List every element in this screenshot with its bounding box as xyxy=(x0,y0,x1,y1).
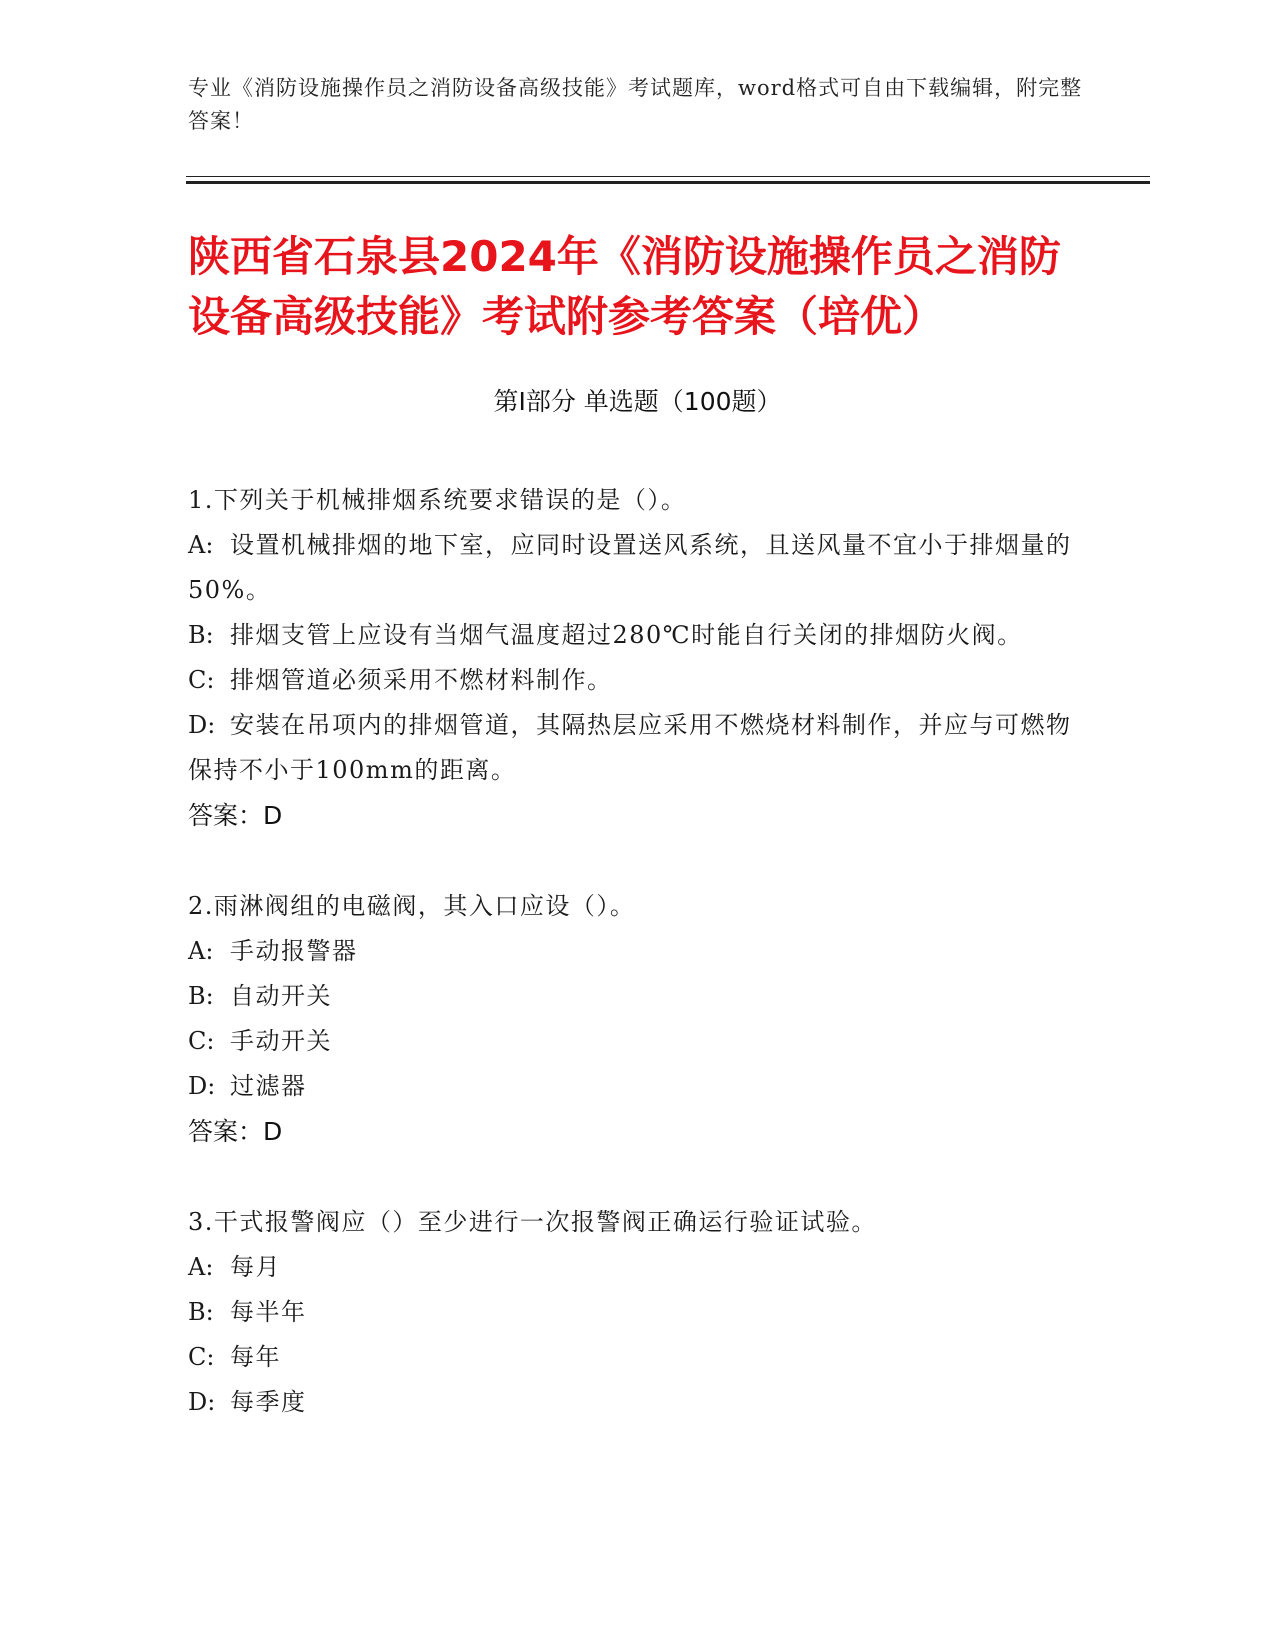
option-key: A: xyxy=(188,531,214,559)
option-text: 手动开关 xyxy=(230,1027,332,1055)
option-text: 每年 xyxy=(230,1343,281,1371)
header-note: 专业《消防设施操作员之消防设备高级技能》考试题库，word格式可自由下载编辑，附完整答案！ xyxy=(188,76,1083,133)
option-b xyxy=(188,974,1088,1019)
option-text: 安装在吊项内的排烟管道，其隔热层应采用不燃烧材料制作，并应与可燃物保持不小于100mm的距离。 xyxy=(188,711,1072,784)
header-divider-thick xyxy=(186,181,1150,184)
option-text: 每季度 xyxy=(230,1388,307,1416)
option-text: 过滤器 xyxy=(230,1072,307,1100)
option-key: C: xyxy=(188,1343,215,1371)
answer: 答案：D xyxy=(188,1117,283,1146)
option-text: 设置机械排烟的地下室，应同时设置送风系统，且送风量不宜小于排烟量的50%。 xyxy=(188,531,1072,604)
option-key: A: xyxy=(188,1253,214,1281)
option-text: 每月 xyxy=(230,1253,281,1281)
question-2 xyxy=(188,884,1088,1154)
option-key: A: xyxy=(188,937,214,965)
section-title: 第I部分 单选题（100题） xyxy=(493,387,782,416)
option-key: B: xyxy=(188,1298,214,1326)
option-a xyxy=(188,1245,1088,1290)
question-stem: 3.干式报警阀应（）至少进行一次报警阀正确运行验证试验。 xyxy=(188,1208,877,1236)
option-text: 手动报警器 xyxy=(230,937,358,965)
option-d xyxy=(188,1380,1088,1425)
option-b xyxy=(188,613,1088,658)
document-title: 陕西省石泉县2024年《消防设施操作员之消防设备高级技能》考试附参考答案（培优） xyxy=(188,232,1061,341)
option-key: C: xyxy=(188,1027,215,1055)
option-c xyxy=(188,1335,1088,1380)
option-text: 排烟管道必须采用不燃材料制作。 xyxy=(230,666,613,694)
option-key: B: xyxy=(188,982,214,1010)
option-key: D: xyxy=(188,1388,216,1416)
question-1 xyxy=(188,478,1088,838)
question-stem: 1.下列关于机械排烟系统要求错误的是（）。 xyxy=(188,486,687,514)
option-text: 自动开关 xyxy=(230,982,332,1010)
question-3 xyxy=(188,1200,1088,1425)
option-text: 每半年 xyxy=(230,1298,307,1326)
question-list xyxy=(188,478,1088,1471)
option-key: D: xyxy=(188,1072,216,1100)
option-a xyxy=(188,929,1088,974)
option-b xyxy=(188,1290,1088,1335)
option-d xyxy=(188,703,1088,793)
option-c xyxy=(188,658,1088,703)
question-stem: 2.雨淋阀组的电磁阀，其入口应设（）。 xyxy=(188,892,636,920)
option-key: D: xyxy=(188,711,216,739)
option-key: B: xyxy=(188,621,214,649)
option-text: 排烟支管上应设有当烟气温度超过280℃时能自行关闭的排烟防火阀。 xyxy=(230,621,1023,649)
answer: 答案：D xyxy=(188,801,283,830)
header-divider-thin xyxy=(186,176,1150,177)
option-d xyxy=(188,1064,1088,1109)
option-key: C: xyxy=(188,666,215,694)
option-c xyxy=(188,1019,1088,1064)
option-a xyxy=(188,523,1088,613)
